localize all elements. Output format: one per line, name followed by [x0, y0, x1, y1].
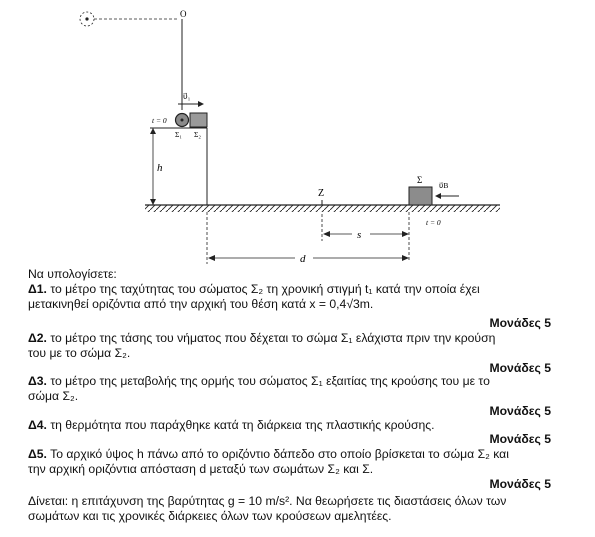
question-label: Δ1.	[28, 282, 47, 296]
question-text-line2: μετακινηθεί οριζόντια από την αρχική του θέση κατά x = 0,4√3m.	[28, 296, 374, 311]
physics-diagram	[0, 0, 595, 268]
point-z-label: Z	[318, 188, 325, 199]
sigma2-label: Σ₂	[194, 130, 201, 139]
given-line2: σωμάτων και τις χρονικές διάρκειες όλων των κρούσεων αμελητέες.	[28, 508, 392, 523]
velocity-v1-arrowhead-icon	[198, 101, 204, 107]
question-label: Δ4.	[28, 418, 47, 432]
pivot-origin-marker	[80, 12, 94, 26]
t0-left-label: t = 0	[152, 116, 167, 125]
block-sigma	[409, 187, 432, 205]
height-arrowhead-top-icon	[150, 128, 156, 134]
velocity-vb-label: υ⃗B	[439, 181, 449, 190]
d-arrowhead-left-icon	[208, 255, 215, 261]
question-text-line1: Το αρχικό ύψος h πάνω από το οριζόντιο δάπεδο στο οποίο βρίσκεται το σώμα Σ₂ και	[46, 447, 509, 461]
intro-text: Να υπολογίσετε:	[28, 267, 117, 281]
question-d4	[28, 418, 550, 433]
point-o-label: O	[180, 9, 187, 19]
velocity-vb-arrowhead-icon	[435, 193, 441, 199]
question-text-line1: το μέτρο της μεταβολής της ορμής του σώματος Σ₁ εξαιτίας της κρούσης του με το	[46, 374, 490, 388]
d-arrowhead-right-icon	[402, 255, 409, 261]
marks-d2: Μονάδες 5	[489, 361, 551, 375]
question-label: Δ2.	[28, 331, 47, 345]
question-d2	[28, 331, 550, 360]
given-line1: Δίνεται: η επιτάχυνση της βαρύτητας g = 10 m/s². Να θεωρήσετε τις διαστάσεις όλων των	[28, 494, 507, 508]
s-arrowhead-left-icon	[323, 231, 330, 237]
sigma-label: Σ	[417, 175, 423, 185]
question-text-line2: την αρχική οριζόντια απόσταση d μεταξύ των σωμάτων Σ₂ και Σ.	[28, 461, 374, 476]
question-label: Δ3.	[28, 374, 47, 388]
t0-right-label: t = 0	[426, 218, 441, 227]
block-sigma2	[190, 113, 207, 127]
question-text-line1: τη θερμότητα που παράχθηκε κατά τη διάρκεια της πλαστικής κρούσης.	[46, 418, 435, 432]
velocity-v1-label: υ⃗₁	[183, 92, 191, 101]
d-label: d	[300, 253, 306, 265]
ground-hatch	[145, 205, 500, 212]
question-text-line1: το μέτρο της τάσης του νήματος που δέχεται το σώμα Σ₁ ελάχιστα πριν την κρούση	[46, 331, 496, 345]
question-d5	[28, 447, 550, 476]
question-text-line2: του με το σώμα Σ₂.	[28, 345, 131, 360]
height-arrowhead-bottom-icon	[150, 199, 156, 205]
height-h-label: h	[157, 162, 163, 174]
marks-d5: Μονάδες 5	[489, 477, 551, 491]
question-label: Δ5.	[28, 447, 47, 461]
s-label: s	[357, 229, 362, 241]
sigma1-label: Σ₁	[175, 130, 182, 139]
marks-d4: Μονάδες 5	[489, 432, 551, 446]
marks-d3: Μονάδες 5	[489, 404, 551, 418]
marks-d1: Μονάδες 5	[489, 316, 551, 330]
given-note	[28, 494, 550, 523]
question-text-line2: σώμα Σ₂.	[28, 388, 79, 403]
question-d3	[28, 374, 550, 403]
question-text-line1: το μέτρο της ταχύτητας του σώματος Σ₂ τη χρονική στιγμή t₁ κατά την οποία έχει	[46, 282, 480, 296]
question-d1	[28, 282, 550, 311]
s-arrowhead-right-icon	[402, 231, 409, 237]
